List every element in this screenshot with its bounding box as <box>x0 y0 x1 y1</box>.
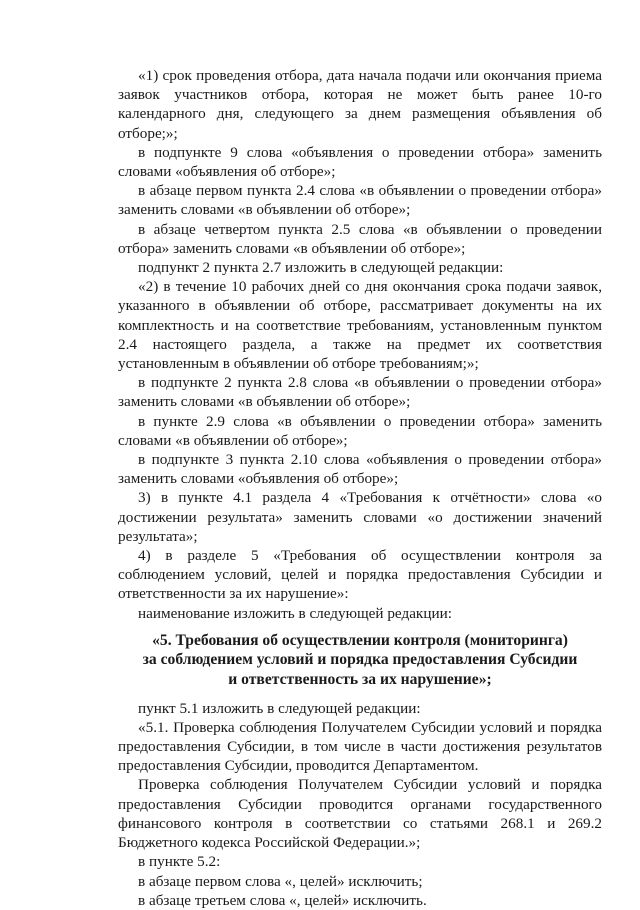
paragraph-item-3: 3) в пункте 4.1 раздела 4 «Требования к отчётности» слова «о достижении результата» заменить словами «о достижении значений результата»; <box>118 489 602 545</box>
paragraph-point-2-10: в подпункте 3 пункта 2.10 слова «объявления о проведении отбора» заменить словами «объявления об отборе»; <box>118 451 602 488</box>
document-body <box>118 66 602 910</box>
heading-line-3: и ответственность за их нарушение»; <box>228 671 492 689</box>
paragraph-point-2-9: в пункте 2.9 слова «в объявлении о проведении отбора» заменить словами «в объявлении об отборе»; <box>118 412 602 449</box>
heading-line-2: за соблюдением условий и порядка предоставления Субсидии <box>142 651 578 669</box>
paragraph-point-2-7-text: «2) в течение 10 рабочих дней со дня окончания срока подачи заявок, указанного в объявлении об отборе, рассматривает документы на их комплектность и на соответствие требованиям, установленным пунктом 2.4 настоящего раздела, а также на предмет их соответствия установленным в объявлении об отборе требованиям;»; <box>118 278 602 373</box>
paragraph-subitem-1: «1) срок проведения отбора, дата начала подачи или окончания приема заявок участников отбора, которая не может быть ранее 10-го календарного дня, следующего за днем размещения объявления об отборе;»; <box>118 67 602 142</box>
paragraph-point-5-1-text-2: Проверка соблюдения Получателем Субсидии условий и порядка предоставления Субсидии проводится органами государственного финансового контроля в соответствии со статьями 268.1 и 269.2 Бюджетного кодекса Российской Федерации.»; <box>118 776 602 852</box>
paragraph-point-5-1-intro: пункт 5.1 изложить в следующей редакции: <box>138 699 421 717</box>
paragraph-point-5-2-intro: в пункте 5.2: <box>138 853 221 871</box>
paragraph-point-2-5: в абзаце четвертом пункта 2.5 слова «в объявлении о проведении отбора» заменить словами «в объявлении об отборе»; <box>118 220 602 257</box>
paragraph-subitem-9: в подпункте 9 слова «объявления о проведении отбора» заменить словами «объявления об отборе»; <box>118 143 602 181</box>
paragraph-point-2-4: в абзаце первом пункта 2.4 слова «в объявлении о проведении отбора» заменить словами «в объявлении об отборе»; <box>118 182 602 219</box>
heading-line-1: «5. Требования об осуществлении контроля (мониторинга) <box>152 631 568 649</box>
paragraph-point-2-7-intro: подпункт 2 пункта 2.7 изложить в следующей редакции: <box>138 259 504 277</box>
paragraph-point-2-8: в подпункте 2 пункта 2.8 слова «в объявлении о проведении отбора» заменить словами «в объявлении об отборе»; <box>118 374 602 411</box>
paragraph-point-5-1-text: «5.1. Проверка соблюдения Получателем Субсидии условий и порядка предоставления Субсидии, в том числе в части достижения результатов предоставления Субсидии, проводится Департаментом. <box>118 718 602 775</box>
section-5-heading <box>118 631 602 690</box>
paragraph-point-5-2-first: в абзаце первом слова «, целей» исключить; <box>138 872 423 890</box>
paragraph-point-5-2-third: в абзаце третьем слова «, целей» исключить. <box>138 891 427 909</box>
paragraph-heading-intro: наименование изложить в следующей редакции: <box>138 604 452 622</box>
paragraph-item-4: 4) в разделе 5 «Требования об осуществлении контроля за соблюдением условий, целей и порядка предоставления Субсидии и ответственности за их нарушение»: <box>118 547 602 603</box>
